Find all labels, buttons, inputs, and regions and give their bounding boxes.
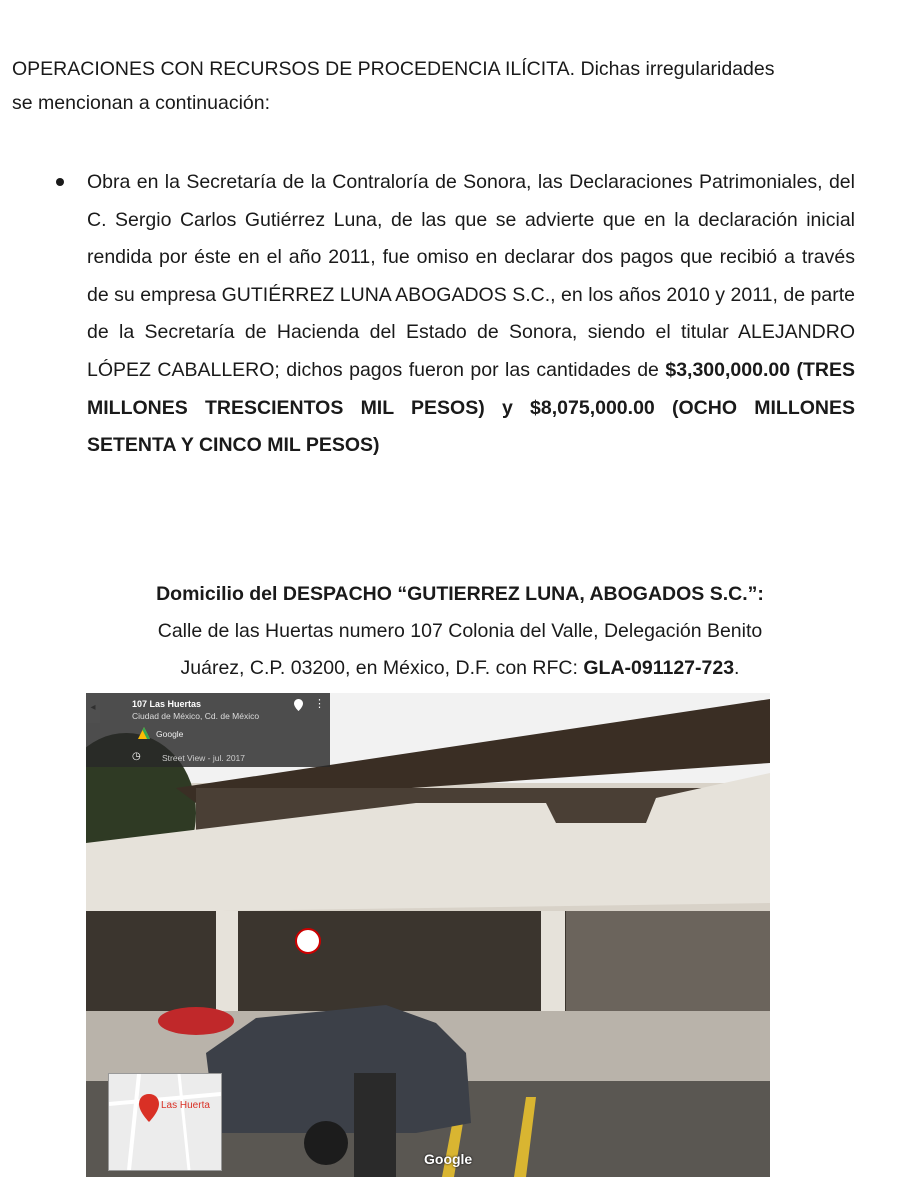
no-parking-sign [296,929,320,953]
mini-map-graphic [109,1074,221,1170]
sv-date[interactable]: Street View - jul. 2017 [162,753,245,763]
clock-icon[interactable]: ◷ [132,751,141,762]
street-view-photo [86,693,770,1177]
pedestrian [354,1073,396,1177]
more-options-icon[interactable]: ⋮ [314,698,325,710]
rfc-value: GLA-091127-723 [583,657,735,679]
gate [566,911,770,1021]
google-maps-icon [138,727,150,739]
google-watermark: Google [424,1151,473,1167]
address-line-1: Calle de las Huertas numero 107 Colonia del Valle, Delegación Benito [157,620,763,642]
scooter [158,1007,234,1035]
intro-paragraph [12,52,862,120]
column-left [216,911,238,1011]
location-pin-icon[interactable] [294,699,303,711]
bullet-amounts: $3,300,000.00 (TRES MILLONES TRESCIENTOS MIL PESOS) y $8,075,000.00 (OCHO MILLONES SETENTA Y CINCO MIL PESOS) [87,358,855,457]
address-line-2-prefix: Juárez, C.P. 03200, en México, D.F. con RFC: [180,657,584,679]
car-wheel [304,1121,348,1165]
address-line-2 [60,650,860,687]
address-heading: Domicilio del DESPACHO “GUTIERREZ LUNA, ABOGADOS S.C.”: [156,583,764,605]
mini-map[interactable] [108,1073,222,1171]
bullet-text [87,164,855,465]
intro-line-2: se mencionan a continuación: [12,92,271,114]
bullet-icon [56,178,64,186]
sv-place: 107 Las Huertas [132,699,202,709]
address-block [60,576,860,687]
mini-map-label: Las Huerta [161,1100,210,1111]
address-line-2-suffix: . [734,657,740,679]
sv-provider: Google [156,729,184,739]
street-view-info-panel [86,693,330,767]
sv-city: Ciudad de México, Cd. de México [132,711,260,721]
bullet-body: Obra en la Secretaría de la Contraloría de Sonora, las Declaraciones Patrimoniales, del C. Sergio Carlos Gutiérrez Luna, de las que se advierte que en la declaración inicial rendida por éste en el año 2011, fue omiso en declarar dos pagos que recibió a través de su empresa GUTIÉRREZ LUNA ABOGADOS S.C., en los años 2010 y 2011, de parte de la Secretaría de Hacienda del Estado de Sonora, siendo el titular ALEJANDRO LÓPEZ CABALLERO; dichos pagos fueron por las cantidades de [87,171,855,381]
intro-line-1: OPERACIONES CON RECURSOS DE PROCEDENCIA ILÍCITA. Dichas irregularidades [12,58,775,80]
